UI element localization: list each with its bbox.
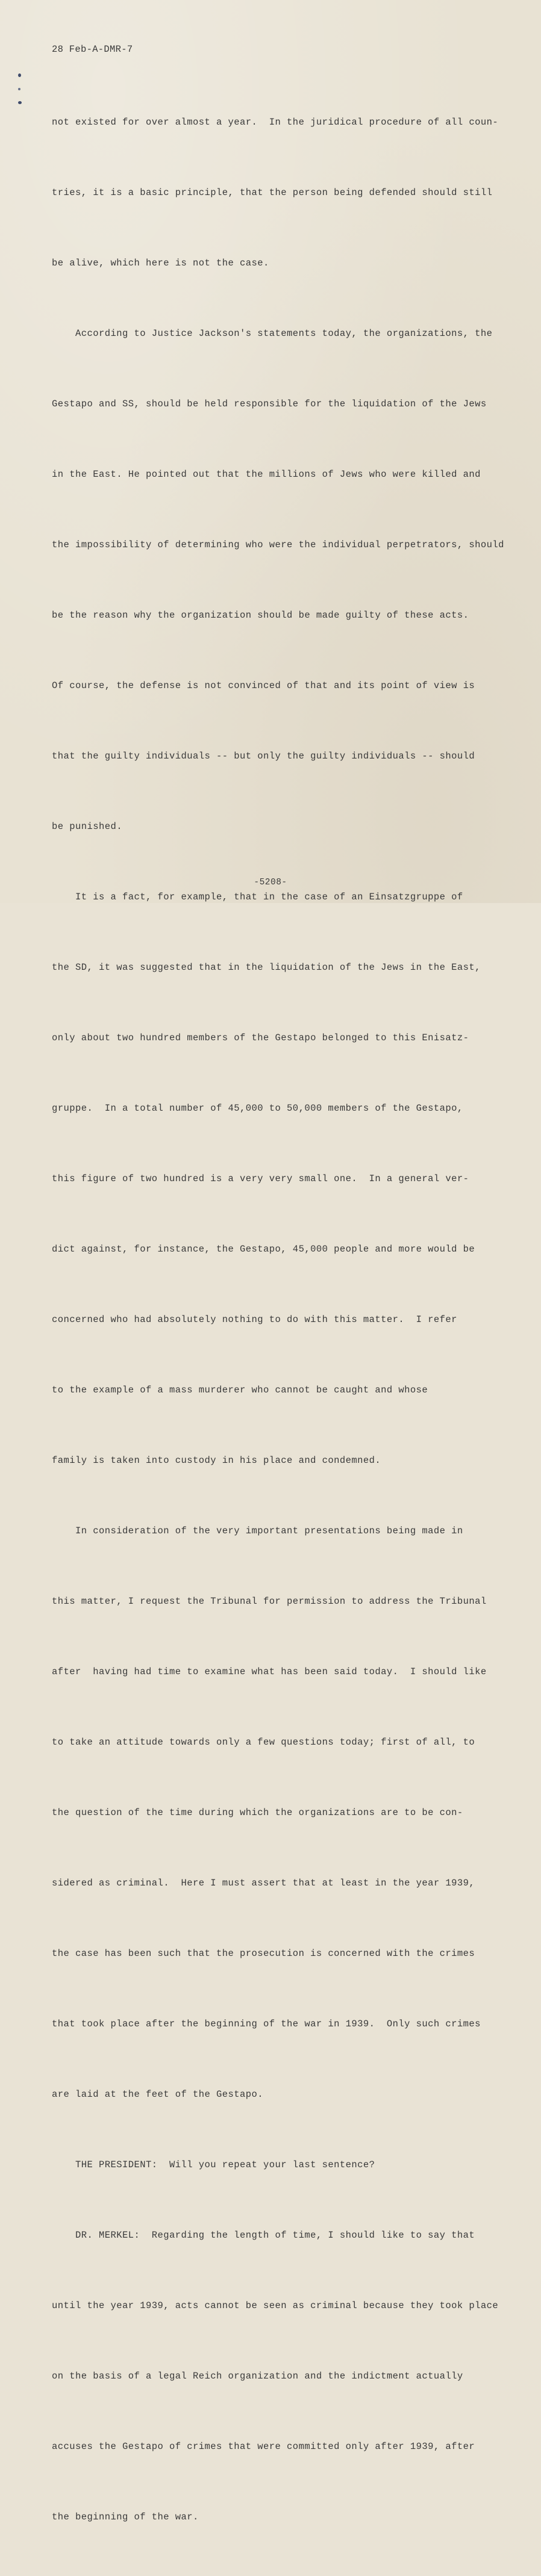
margin-dot-icon — [18, 73, 21, 77]
text-line: in the East. He pointed out that the millions of Jews who were killed and — [52, 469, 481, 480]
text-line: In consideration of the very important presentations being made in — [52, 1525, 463, 1536]
text-line: THE PRESIDENT: Will you repeat your last sentence? — [52, 2159, 375, 2170]
margin-dot-icon — [18, 88, 20, 90]
text-line: that took place after the beginning of the war in 1939. Only such crimes — [52, 2019, 481, 2029]
text-line: on the basis of a legal Reich organization and the indictment actually — [52, 2371, 463, 2382]
text-line: According to Justice Jackson's statements today, the organizations, the — [52, 328, 493, 339]
text-line: Of course, the defense is not convinced of that and its point of view is — [52, 680, 475, 691]
text-line: to take an attitude towards only a few questions today; first of all, to — [52, 1737, 475, 1748]
text-line: be alive, which here is not the case. — [52, 258, 269, 268]
text-line: are laid at the feet of the Gestapo. — [52, 2089, 264, 2100]
text-line: until the year 1939, acts cannot be seen as criminal because they took place — [52, 2300, 499, 2311]
margin-dot-icon — [18, 101, 22, 104]
text-line: the beginning of the war. — [52, 2512, 199, 2522]
text-line: It is a fact, for example, that in the case of an Einsatzgruppe of — [52, 892, 463, 902]
document-reference: 28 Feb-A-DMR-7 — [52, 44, 133, 55]
text-line: be punished. — [52, 821, 123, 832]
text-line: this matter, I request the Tribunal for permission to address the Tribunal — [52, 1596, 487, 1607]
text-line: DR. MERKEL: Regarding the length of time, I should like to say that — [52, 2230, 475, 2241]
text-line: accuses the Gestapo of crimes that were committed only after 1939, after — [52, 2441, 475, 2452]
text-line: the SD, it was suggested that in the liquidation of the Jews in the East, — [52, 962, 481, 973]
text-line: that the guilty individuals -- but only the guilty individuals -- should — [52, 751, 475, 762]
text-line: gruppe. In a total number of 45,000 to 50,000 members of the Gestapo, — [52, 1103, 463, 1114]
text-line: tries, it is a basic principle, that the person being defended should still — [52, 187, 493, 198]
text-line: not existed for over almost a year. In the juridical procedure of all coun- — [52, 117, 499, 128]
text-line: concerned who had absolutely nothing to do with this matter. I refer — [52, 1314, 457, 1325]
text-line: the impossibility of determining who were the individual perpetrators, should — [52, 539, 504, 550]
text-line: after having had time to examine what has been said today. I should like — [52, 1666, 487, 1677]
text-line: be the reason why the organization should be made guilty of these acts. — [52, 610, 469, 621]
text-line: the case has been such that the prosecution is concerned with the crimes — [52, 1948, 475, 1959]
text-line: only about two hundred members of the Gestapo belonged to this Enisatz- — [52, 1032, 469, 1043]
text-line: Gestapo and SS, should be held responsible for the liquidation of the Jews — [52, 399, 487, 409]
text-line: to the example of a mass murderer who cannot be caught and whose — [52, 1385, 428, 1395]
text-line: sidered as criminal. Here I must assert that at least in the year 1939, — [52, 1878, 475, 1889]
text-line: the question of the time during which the organizations are to be con- — [52, 1807, 463, 1818]
text-line: dict against, for instance, the Gestapo, 45,000 people and more would be — [52, 1244, 475, 1255]
transcript-body — [52, 64, 510, 2576]
page-number: -5208- — [254, 878, 287, 887]
text-line: family is taken into custody in his place and condemned. — [52, 1455, 381, 1466]
text-line: this figure of two hundred is a very very small one. In a general ver- — [52, 1173, 469, 1184]
